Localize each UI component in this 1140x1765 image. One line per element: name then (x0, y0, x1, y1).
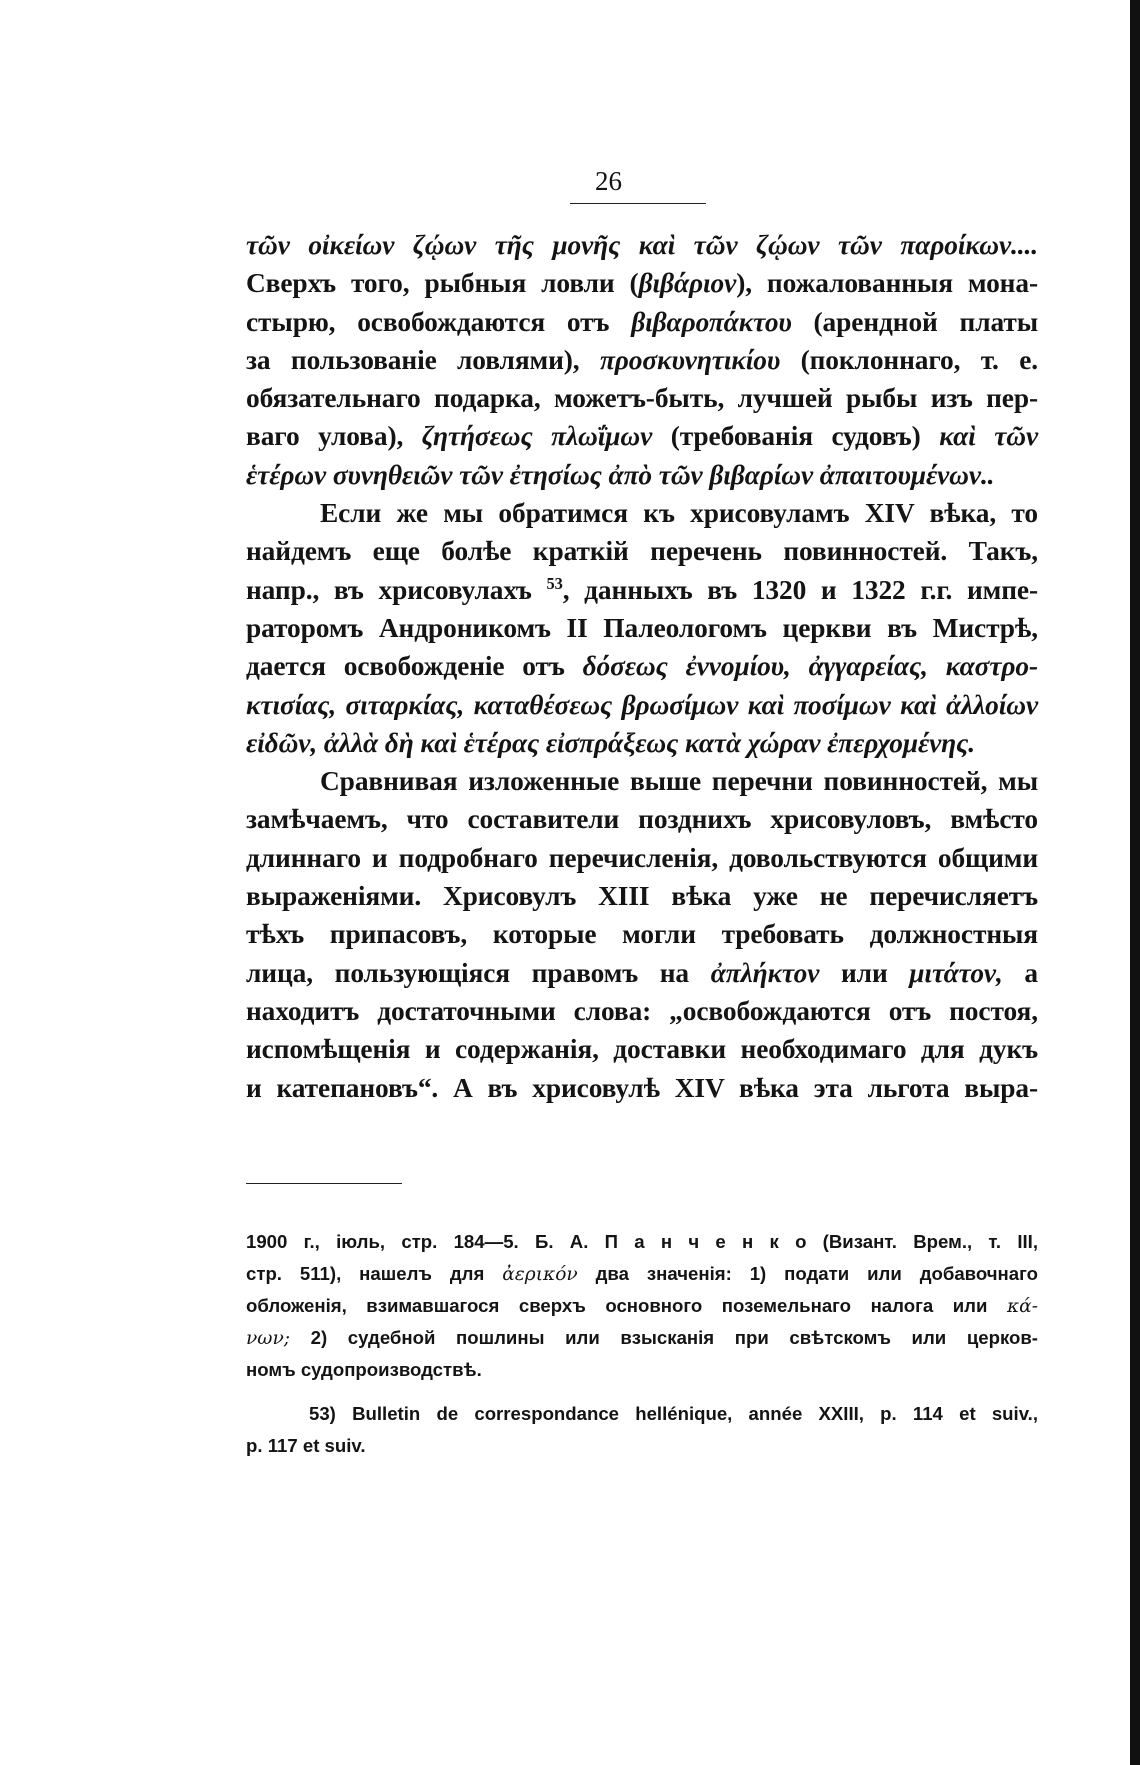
text-run: обязательнаго подарка, можетъ-быть, лучшей рыбы изъ пер- (246, 383, 1038, 414)
text-line (246, 532, 1038, 570)
text-run: ), пожалованныя мона- (736, 268, 1038, 299)
text-run: 1900 г., іюль, стр. 184—5. Б. А. П а н ч е н к о (Визант. Врем., т. III, (246, 1231, 1038, 1252)
scan-edge (1130, 0, 1140, 1765)
text-run: выраженіями. Хрисовулъ XIII вѣка уже не перечисляетъ (246, 881, 1038, 912)
text-run: а (1002, 957, 1038, 988)
text-line (246, 1069, 1038, 1107)
text-line (246, 226, 1038, 264)
text-line (246, 264, 1038, 302)
text-run: (арендной платы (791, 306, 1038, 337)
body-text (246, 226, 1038, 1107)
greek-text: ἑτέρων συνηθειῶν τῶν ἐτησίως ἀπὸ τῶν βιβαρίων ἀπαιτουμένων.. (246, 459, 995, 490)
footnotes (246, 1226, 1038, 1462)
text-run: находитъ достаточными слова: „освобождаются отъ постоя, (246, 995, 1038, 1026)
footnote-ref: 53 (546, 573, 563, 593)
text-run: замѣчаемъ, что составители позднихъ хрисовуловъ, вмѣсто (246, 804, 1038, 835)
greek-text: καὶ τῶν (939, 421, 1039, 452)
text-run: , данныхъ въ 1320 и 1322 г.г. импе- (562, 574, 1038, 605)
text-run: найдемъ еще болѣе краткій перечень повинностей. Такъ, (246, 536, 1038, 567)
footnote-line (246, 1226, 1038, 1258)
greek-text: ζητήσεως πλωΐμων (421, 421, 653, 452)
footnote (246, 1398, 1038, 1462)
footnote-line (246, 1354, 1038, 1386)
greek-text: δόσεως ἐννομίου, ἀγγαρείας, καστρο- (582, 651, 1038, 682)
text-line (246, 915, 1038, 953)
text-line (246, 877, 1038, 915)
text-line (246, 609, 1038, 647)
greek-text: βιβαροπάκτου (631, 306, 792, 337)
footnote-gap (246, 1386, 1038, 1398)
text-line (246, 417, 1038, 455)
page-number: 26 (595, 166, 622, 196)
text-run: p. 117 et suiv. (246, 1435, 366, 1456)
footnote-line (246, 1398, 1038, 1430)
text-run: длиннаго и подробнаго перечисленія, довольствуются общими (246, 842, 1038, 873)
footnote-line (246, 1290, 1038, 1322)
greek-text: τῶν οἰκείων ζῴων τῆς μονῆς καὶ τῶν ζῴων τῶν παροίκων.... (246, 230, 1038, 260)
text-run: два значенія: 1) подати или добавочнаго (577, 1263, 1038, 1284)
text-run: ваго улова), (246, 421, 422, 452)
footnote-rule (246, 1183, 402, 1184)
greek-text: προσκυνητικίου (599, 344, 781, 375)
greek-text: νων; (246, 1328, 291, 1349)
text-run: и катепановъ“. А въ хрисовулѣ XIV вѣка эта льгота выра- (246, 1072, 1038, 1103)
text-run: (поклоннаго, т. е. (780, 344, 1038, 375)
text-run: дается освобожденіе отъ (246, 651, 583, 682)
text-run: испомѣщенія и содержанія, доставки необходимаго для дукъ (246, 1034, 1038, 1065)
footnote-line (246, 1258, 1038, 1290)
greek-text: εἰδῶν, ἀλλὰ δὴ καὶ ἑτέρας εἰσπράξεως κατὰ χώραν ἐπερχομένης. (246, 727, 975, 758)
text-line (246, 379, 1038, 417)
text-run: стырю, освобождаются отъ (246, 306, 632, 337)
text-line (246, 800, 1038, 838)
greek-text: βιβάριον (638, 268, 737, 299)
footnote (246, 1226, 1038, 1386)
greek-text: ἀερικόν (502, 1264, 578, 1285)
greek-text: κά- (1006, 1296, 1038, 1317)
text-run: раторомъ Андроникомъ II Палеологомъ церкви въ Мистрѣ, (246, 612, 1038, 643)
text-run: 2) судебной пошлины или взысканія при свѣтскомъ или церков- (290, 1327, 1038, 1348)
text-run: обложенія, взимавшагося сверхъ основного поземельнаго налога или (246, 1295, 1007, 1316)
text-run: тѣхъ припасовъ, которые могли требовать должностныя (246, 919, 1038, 950)
text-run: лица, пользующіяся правомъ на (246, 957, 711, 988)
text-line (246, 303, 1038, 341)
text-run: (требованія судовъ) (652, 421, 940, 452)
text-line (246, 992, 1038, 1030)
text-run: Сравнивая изложенные выше перечни повинностей, мы (320, 766, 1038, 797)
text-run: или (819, 957, 910, 988)
text-run: Сверхъ того, рыбныя ловли ( (246, 268, 639, 299)
text-run: 53) Bulletin de correspondance hellénique, année XXIII, p. 114 et suiv., (309, 1403, 1038, 1424)
text-run: за пользованіе ловлями), (246, 344, 600, 375)
text-line (246, 571, 1038, 609)
text-line (246, 724, 1038, 762)
text-run: стр. 511), нашелъ для (246, 1263, 503, 1284)
text-line (246, 954, 1038, 992)
text-line (246, 494, 1038, 532)
text-line (246, 647, 1038, 685)
greek-text: ἀπλήκτον (710, 957, 820, 988)
text-line (246, 686, 1038, 724)
text-run: Если же мы обратимся къ хрисовуламъ XIV вѣка, то (320, 498, 1038, 529)
text-line (246, 341, 1038, 379)
text-line (246, 762, 1038, 800)
footnote-line (246, 1322, 1038, 1354)
page-number-rule (570, 203, 706, 204)
text-line (246, 456, 1038, 494)
greek-text: μιτάτον, (909, 957, 1003, 988)
greek-text: κτισίας, σιταρκίας, καταθέσεως βρωσίμων καὶ ποσίμων καὶ ἀλλοίων (246, 689, 1038, 720)
text-run: номъ судопроизводствѣ. (246, 1359, 482, 1380)
text-line (246, 1030, 1038, 1068)
footnote-line (246, 1430, 1038, 1462)
text-run: напр., въ хрисовулахъ (246, 574, 547, 605)
text-line (246, 839, 1038, 877)
